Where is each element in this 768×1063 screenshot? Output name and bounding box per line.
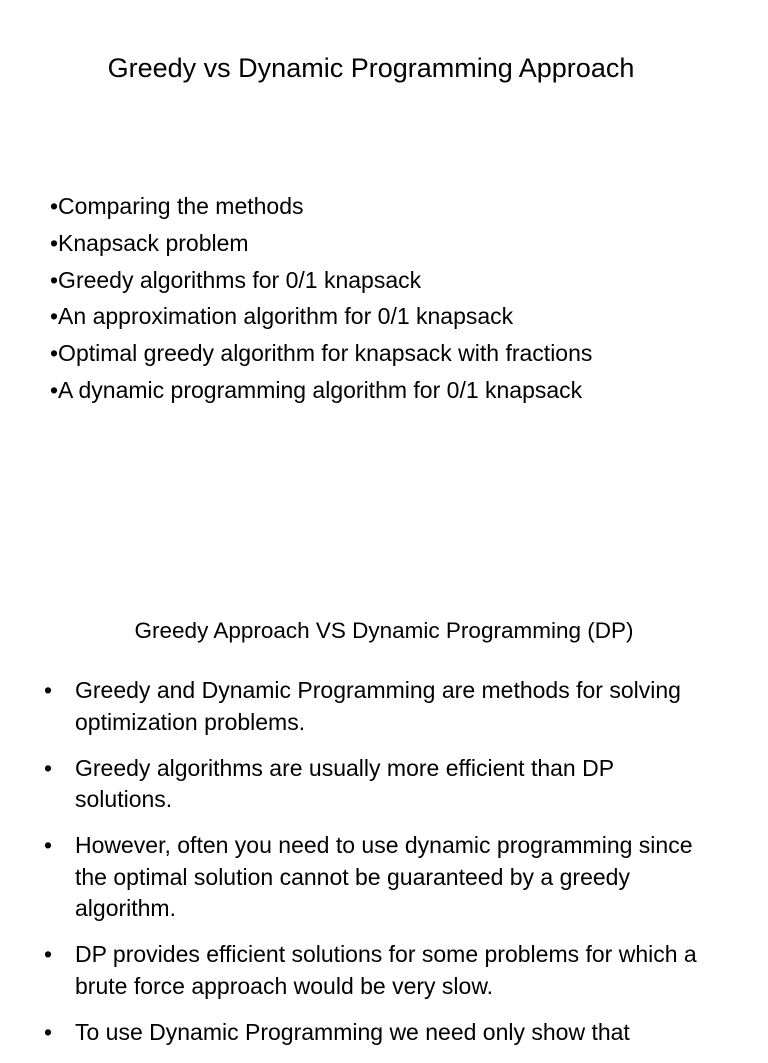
slide-2-title: Greedy Approach VS Dynamic Programming (DP) [134,618,634,643]
slide-1-bullet-list [50,188,592,409]
list-item-text: However, often you need to use dynamic programming since the optimal solution cannot be guaranteed by a greedy algorithm. [75,832,693,921]
list-item: •Knapsack problem [50,229,249,256]
bullet-glyph: • [44,832,53,858]
list-item-text: To use Dynamic Programming we need only show that [75,1018,630,1045]
list-item [0,830,715,925]
bullet-glyph: • [44,1018,53,1045]
list-item [0,939,715,1002]
list-item: •A dynamic programming algorithm for 0/1 knapsack [50,376,583,403]
list-item: •Optimal greedy algorithm for knapsack with fractions [50,340,593,367]
list-item: •An approximation algorithm for 0/1 knapsack [50,303,514,330]
list-item [0,753,715,816]
slide-2-bullet-list [0,675,715,1063]
slide-2 [0,560,768,1045]
bullet-glyph: • [44,677,53,703]
list-item: •Comparing the methods [50,193,304,219]
list-item-text: DP provides efficient solutions for some problems for which a brute force approach would be very slow. [75,941,697,999]
list-item [0,1017,715,1049]
list-item: •Greedy algorithms for 0/1 knapsack [50,266,422,293]
list-item-text: Greedy and Dynamic Programming are methods for solving optimization problems. [75,677,681,735]
list-item-text: Greedy algorithms are usually more efficient than DP solutions. [75,754,614,812]
bullet-glyph: • [44,941,53,967]
slide-1-title: Greedy vs Dynamic Programming Approach [107,53,635,83]
bullet-glyph: • [44,754,53,781]
list-item [0,675,715,738]
